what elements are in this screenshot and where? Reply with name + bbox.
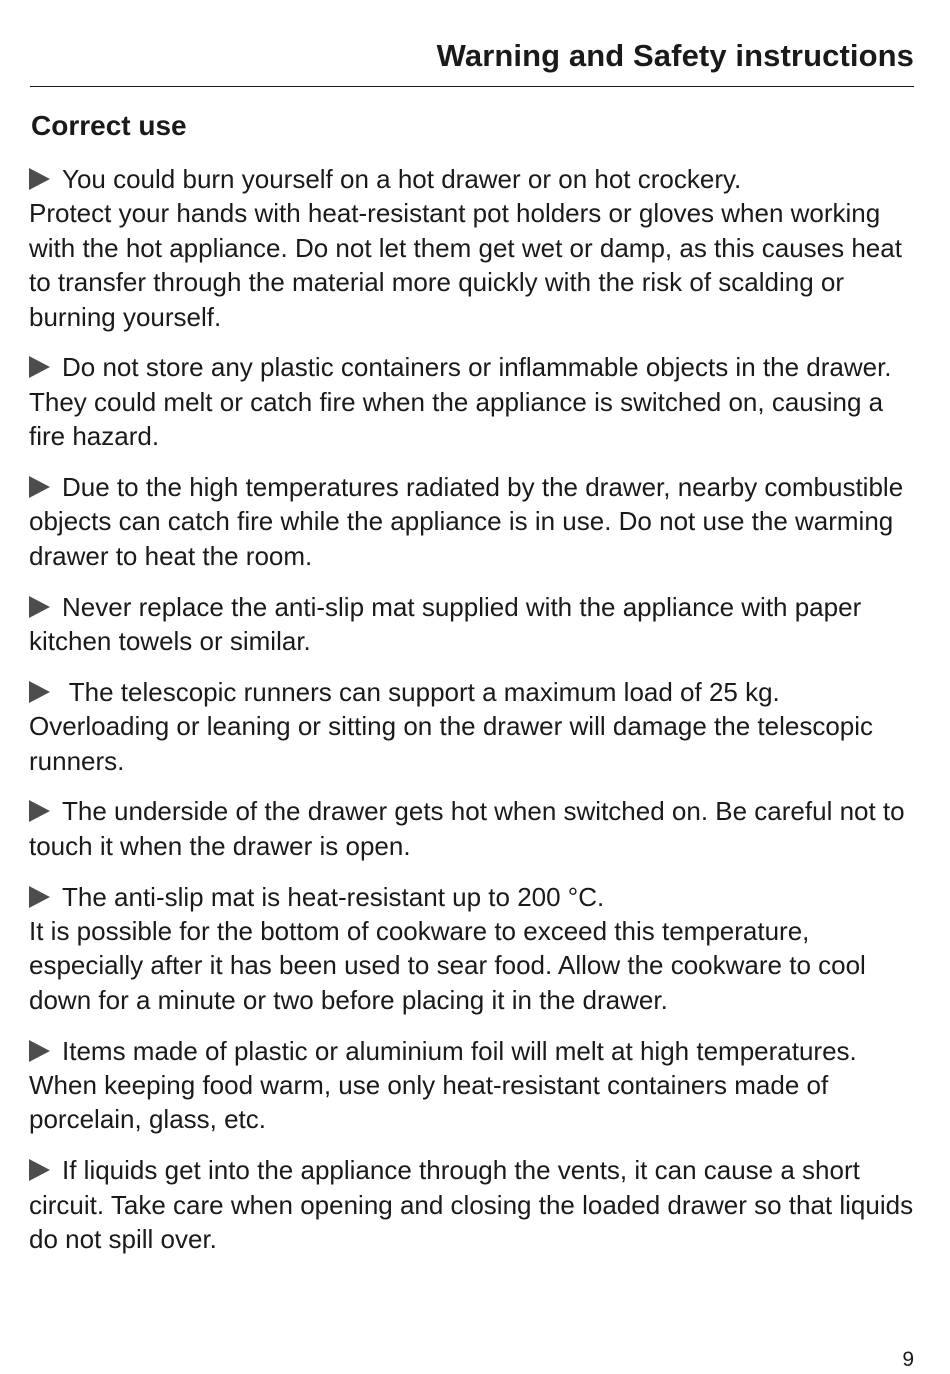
list-item <box>29 1153 919 1256</box>
list-item-text: Due to the high temperatures radiated by the drawer, nearby combustible objects can catch fire while the appliance is in use. Do not use the warming drawer to heat the room. <box>29 472 904 571</box>
play-triangle-icon <box>29 356 50 378</box>
header-divider <box>30 86 914 87</box>
page-number: 9 <box>902 1348 914 1371</box>
play-triangle-icon <box>29 168 50 190</box>
safety-instructions-list <box>29 162 919 1273</box>
list-item <box>29 590 919 659</box>
list-item <box>29 794 919 863</box>
play-triangle-icon <box>29 886 50 908</box>
list-item-text: Never replace the anti-slip mat supplied with the appliance with paper kitchen towels or similar. <box>29 591 862 657</box>
list-item-text: Do not store any plastic containers or inflammable objects in the drawer. They could melt or catch fire when the appliance is switched on, causing a fire hazard. <box>29 352 892 452</box>
list-item-text: The anti-slip mat is heat-resistant up to 200 °C. It is possible for the bottom of cookware to exceed this temperature, especially after it has been used to sear food. Allow the cookware to cool down for a minute or two before placing it in the drawer. <box>29 881 866 1015</box>
list-item-text: You could burn yourself on a hot drawer or on hot crockery. Protect your hands with heat-resistant pot holders or gloves when working with the hot appliance. Do not let them get wet or damp, as this causes heat to transfer through the material more quickly with the risk of scalding or burning yourself. <box>29 164 902 332</box>
list-item-text: Items made of plastic or aluminium foil will melt at high temperatures. When keeping food warm, use only heat-resistant containers made of porcelain, glass, etc. <box>29 1035 857 1135</box>
list-item <box>29 880 919 1018</box>
play-triangle-icon <box>29 596 50 618</box>
list-item-text: If liquids get into the appliance through the vents, it can cause a short circuit. Take care when opening and closing the loaded drawer so that liquids do not spill over. <box>29 1155 914 1255</box>
play-triangle-icon <box>29 800 50 822</box>
page-header-title: Warning and Safety instructions <box>436 38 914 73</box>
section-heading: Correct use <box>31 110 187 141</box>
play-triangle-icon <box>29 681 50 703</box>
list-item <box>29 675 919 778</box>
list-item-text: The underside of the drawer gets hot when switched on. Be careful not to touch it when the drawer is open. <box>29 796 905 861</box>
play-triangle-icon <box>29 1159 50 1181</box>
play-triangle-icon <box>29 476 50 498</box>
play-triangle-icon <box>29 1040 50 1062</box>
list-item <box>29 350 919 453</box>
list-item <box>29 1034 919 1137</box>
list-item <box>29 162 919 334</box>
list-item <box>29 470 919 573</box>
list-item-text: The telescopic runners can support a maximum load of 25 kg. Overloading or leaning or sitting on the drawer will damage the telescopic runners. <box>29 676 874 776</box>
